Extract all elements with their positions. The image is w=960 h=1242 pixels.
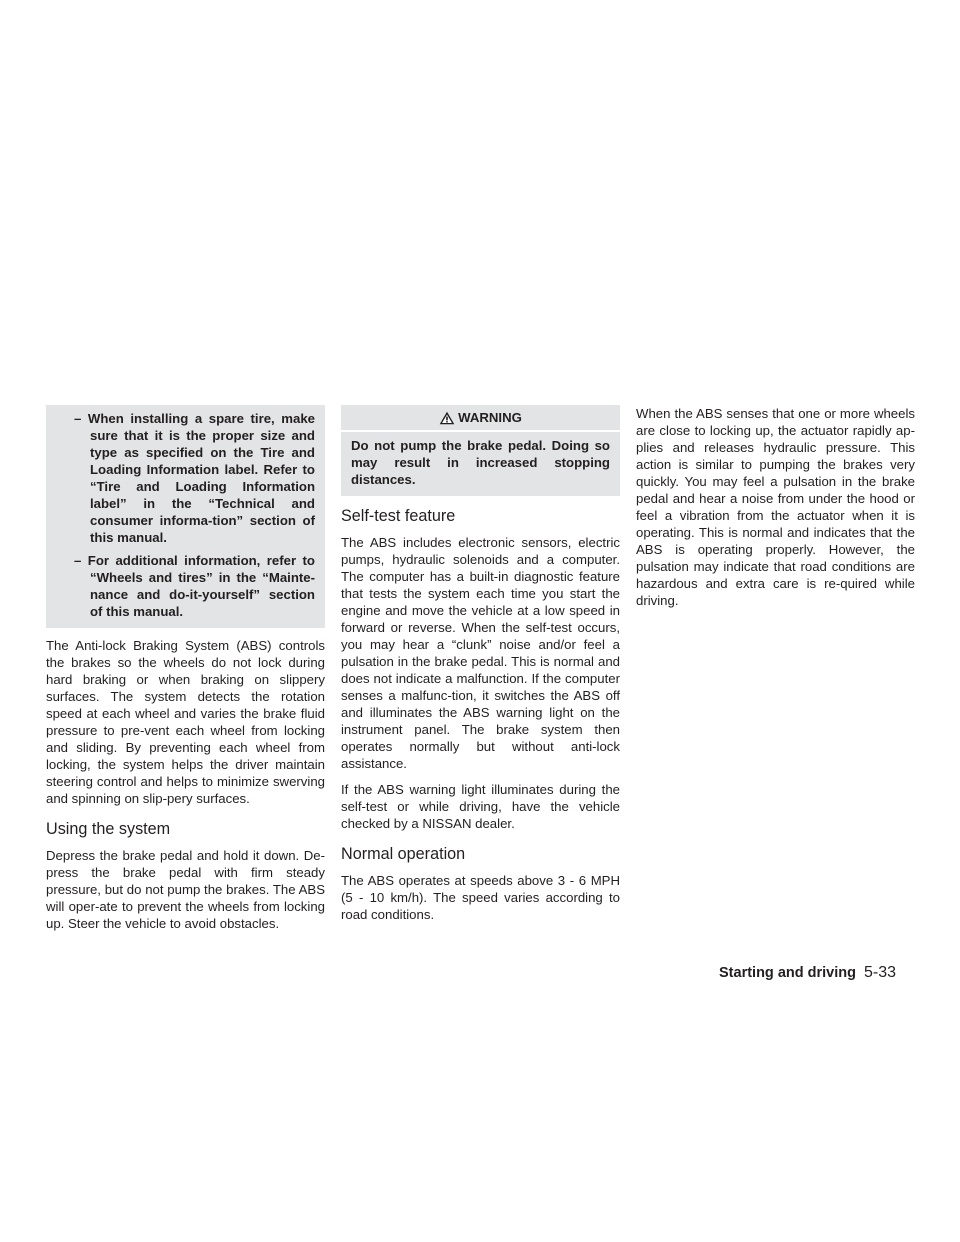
spare-tire-notes-box	[46, 405, 325, 628]
footer-section-title: Starting and driving	[719, 965, 856, 981]
warning-box	[341, 405, 620, 496]
abs-intro-paragraph: The Anti-lock Braking System (ABS) controls the brakes so the wheels do not lock during hard braking or when braking on slippery surfaces. The system detects the rotation speed at each wheel and varies the brake fluid pressure to pre-vent each wheel from locking and sliding. By preventing each wheel from locking, the system helps the driver maintain steering control and helps to minimize swerving and spinning on slip-pery surfaces.	[46, 638, 325, 806]
using-system-paragraph: Depress the brake pedal and hold it down. De-press the brake pedal with firm steady pressure, but do not pump the brakes. The ABS will oper-ate to prevent the wheels from locking up. Steer the vehicle to avoid obstacles.	[46, 848, 325, 931]
normal-operation-heading: Normal operation	[341, 845, 466, 863]
column-right	[636, 405, 915, 618]
warning-header	[341, 405, 620, 432]
self-test-paragraph: The ABS includes electronic sensors, electric pumps, hydraulic solenoids and a computer. The computer has a built-in diagnostic feature that tests the system each time you start the engine and move the vehicle at a low speed in forward or reverse. When the self-test occurs, you may hear a “clunk” noise and/or feel a pulsation in the brake pedal. This is normal and does not indicate a malfunction. If the computer senses a malfunc-tion, it switches the ABS off and illuminates the ABS warning light on the instrument panel. The brake system then operates normally but without anti-lock assistance.	[341, 535, 620, 771]
column-left	[46, 405, 325, 941]
using-system-heading: Using the system	[46, 820, 171, 838]
column-middle	[341, 405, 620, 932]
warning-text: Do not pump the brake pedal. Doing so may result in increased stopping distances.	[351, 438, 610, 487]
warning-triangle-icon	[439, 411, 455, 425]
actuator-paragraph: When the ABS senses that one or more wheels are close to locking up, the actuator rapidly ap-plies and releases hydraulic pressure. This action is similar to pumping the brakes very quickly. You may feel a pulsation in the brake pedal and hear a noise from under the hood or feel a vibration from the actuator when it is operating. This is normal and indicates that the ABS is operating properly. However, the pulsation may indicate that road conditions are hazardous and extra care is re-quired while driving.	[636, 406, 915, 608]
self-test-warning-light-paragraph: If the ABS warning light illuminates during the self-test or while driving, have the vehicle checked by a NISSAN dealer.	[341, 782, 620, 831]
warning-title: WARNING	[458, 410, 522, 425]
page-number: 5-33	[863, 964, 896, 981]
note-bullet-wheels-tires: – For additional information, refer to “Wheels and tires” in the “Mainte-nance and do-it-yourself” section of this manual.	[74, 553, 315, 619]
normal-operation-paragraph: The ABS operates at speeds above 3 - 6 MPH (5 - 10 km/h). The speed varies according to road conditions.	[341, 873, 620, 922]
self-test-heading: Self-test feature	[341, 507, 456, 525]
page-footer	[719, 964, 896, 982]
note-bullet-spare-tire: – When installing a spare tire, make sure that it is the proper size and type as specified on the Tire and Loading Information label. Refer to “Tire and Loading Information label” in the “Technical and consumer informa-tion” section of this manual.	[74, 411, 315, 545]
